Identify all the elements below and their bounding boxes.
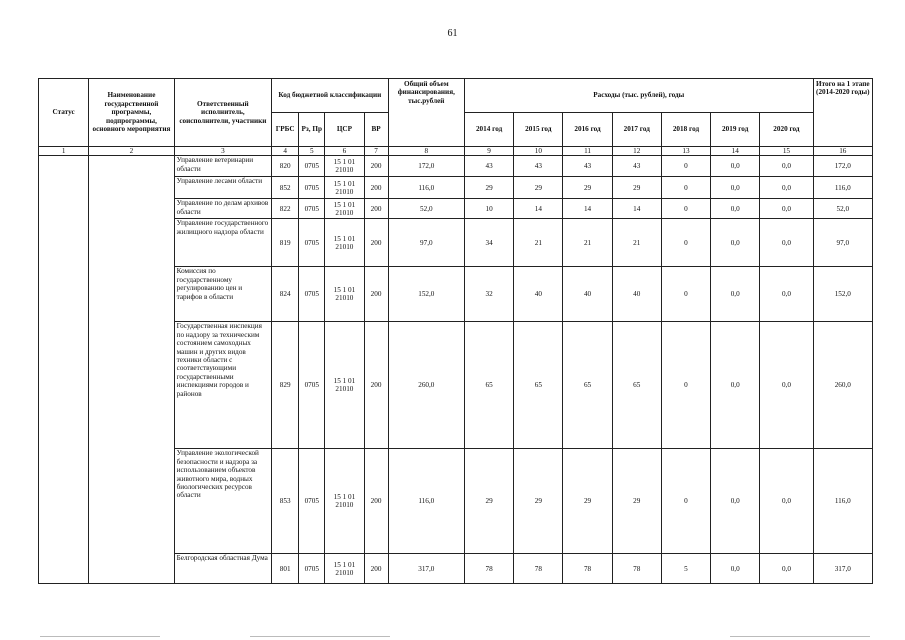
stage-total-cell: 152,0: [813, 267, 872, 322]
year-2018-cell: 0: [661, 199, 710, 219]
rzpr-cell: 0705: [299, 267, 325, 322]
header-expenses: Расходы (тыс. рублей), годы: [464, 79, 813, 113]
year-2016-cell: 29: [563, 449, 612, 554]
year-2018-cell: 0: [661, 177, 710, 199]
year-2018-cell: 0: [661, 322, 710, 449]
column-number: 13: [661, 147, 710, 156]
year-2020-cell: 0,0: [760, 322, 813, 449]
year-2018-cell: 5: [661, 554, 710, 584]
participant-cell: Управление государственного жилищного надзора области: [174, 219, 271, 267]
vr-cell: 200: [364, 449, 388, 554]
year-2014-cell: 34: [464, 219, 513, 267]
column-number: 14: [711, 147, 760, 156]
page-number: 61: [447, 28, 458, 39]
bottom-rule-left: [40, 636, 160, 637]
year-2020-cell: 0,0: [760, 156, 813, 177]
grbs-cell: 822: [272, 199, 299, 219]
vr-cell: 200: [364, 267, 388, 322]
year-2018-cell: 0: [661, 267, 710, 322]
year-2016-cell: 29: [563, 177, 612, 199]
column-number: 9: [464, 147, 513, 156]
stage-total-cell: 116,0: [813, 177, 872, 199]
grbs-cell: 820: [272, 156, 299, 177]
year-2017-cell: 29: [612, 449, 661, 554]
header-budget-code: Код бюджетной классификации: [272, 79, 389, 113]
total-financing-cell: 152,0: [388, 267, 464, 322]
total-financing-cell: 116,0: [388, 177, 464, 199]
csr-cell: 15 1 01 21010: [325, 219, 364, 267]
column-number: 1: [39, 147, 89, 156]
header-year-2018: 2018 год: [661, 113, 710, 147]
year-2017-cell: 14: [612, 199, 661, 219]
rzpr-cell: 0705: [299, 177, 325, 199]
year-2019-cell: 0,0: [711, 219, 760, 267]
participant-cell: Государственная инспекция по надзору за техническим состоянием самоходных машин и других видов техники области с соответствующими государственными инспекциями городов и районов: [174, 322, 271, 449]
rzpr-cell: 0705: [299, 156, 325, 177]
vr-cell: 200: [364, 177, 388, 199]
csr-cell: 15 1 01 21010: [325, 449, 364, 554]
year-2016-cell: 43: [563, 156, 612, 177]
header-year-2016: 2016 год: [563, 113, 612, 147]
header-year-2014: 2014 год: [464, 113, 513, 147]
year-2017-cell: 29: [612, 177, 661, 199]
year-2017-cell: 40: [612, 267, 661, 322]
grbs-cell: 824: [272, 267, 299, 322]
vr-cell: 200: [364, 322, 388, 449]
year-2014-cell: 10: [464, 199, 513, 219]
total-financing-cell: 52,0: [388, 199, 464, 219]
year-2019-cell: 0,0: [711, 267, 760, 322]
participant-cell: Комиссия по государственному регулированию цен и тарифов в области: [174, 267, 271, 322]
year-2016-cell: 21: [563, 219, 612, 267]
year-2017-cell: 21: [612, 219, 661, 267]
bottom-rule-right: [730, 636, 870, 637]
total-financing-cell: 260,0: [388, 322, 464, 449]
year-2020-cell: 0,0: [760, 219, 813, 267]
year-2019-cell: 0,0: [711, 554, 760, 584]
rzpr-cell: 0705: [299, 554, 325, 584]
stage-total-cell: 260,0: [813, 322, 872, 449]
year-2017-cell: 43: [612, 156, 661, 177]
year-2016-cell: 14: [563, 199, 612, 219]
grbs-cell: 852: [272, 177, 299, 199]
vr-cell: 200: [364, 554, 388, 584]
grbs-cell: 829: [272, 322, 299, 449]
status-cell: [39, 156, 89, 584]
header-year-2020: 2020 год: [760, 113, 813, 147]
year-2020-cell: 0,0: [760, 199, 813, 219]
csr-cell: 15 1 01 21010: [325, 199, 364, 219]
year-2018-cell: 0: [661, 156, 710, 177]
year-2019-cell: 0,0: [711, 322, 760, 449]
year-2015-cell: 78: [514, 554, 563, 584]
stage-total-cell: 97,0: [813, 219, 872, 267]
grbs-cell: 853: [272, 449, 299, 554]
column-number: 15: [760, 147, 813, 156]
header-csr: ЦСР: [325, 113, 364, 147]
year-2016-cell: 65: [563, 322, 612, 449]
header-responsible: Ответственный исполнитель, соисполнители, участники: [174, 79, 271, 147]
header-rzpr: Рз, Пр: [299, 113, 325, 147]
column-number: 2: [89, 147, 174, 156]
participant-cell: Управление ветеринарии области: [174, 156, 271, 177]
column-number: 7: [364, 147, 388, 156]
vr-cell: 200: [364, 219, 388, 267]
year-2015-cell: 14: [514, 199, 563, 219]
year-2019-cell: 0,0: [711, 177, 760, 199]
year-2020-cell: 0,0: [760, 177, 813, 199]
participant-cell: Управление экологической безопасности и надзора за использованием объектов животного мира, водных биологических ресурсов области: [174, 449, 271, 554]
year-2014-cell: 43: [464, 156, 513, 177]
column-number: 3: [174, 147, 271, 156]
header-year-2019: 2019 год: [711, 113, 760, 147]
rzpr-cell: 0705: [299, 199, 325, 219]
rzpr-cell: 0705: [299, 219, 325, 267]
total-financing-cell: 97,0: [388, 219, 464, 267]
year-2020-cell: 0,0: [760, 554, 813, 584]
column-number: 11: [563, 147, 612, 156]
rzpr-cell: 0705: [299, 322, 325, 449]
participant-cell: Белгородская областная Дума: [174, 554, 271, 584]
year-2014-cell: 78: [464, 554, 513, 584]
year-2014-cell: 29: [464, 177, 513, 199]
budget-table: [38, 78, 873, 584]
column-number: 4: [272, 147, 299, 156]
program-name-cell: [89, 156, 174, 584]
column-number: 16: [813, 147, 872, 156]
csr-cell: 15 1 01 21010: [325, 156, 364, 177]
year-2015-cell: 40: [514, 267, 563, 322]
year-2016-cell: 40: [563, 267, 612, 322]
year-2017-cell: 65: [612, 322, 661, 449]
stage-total-cell: 172,0: [813, 156, 872, 177]
year-2019-cell: 0,0: [711, 449, 760, 554]
year-2014-cell: 29: [464, 449, 513, 554]
header-year-2017: 2017 год: [612, 113, 661, 147]
column-number: 6: [325, 147, 364, 156]
stage-total-cell: 317,0: [813, 554, 872, 584]
stage-total-cell: 116,0: [813, 449, 872, 554]
year-2020-cell: 0,0: [760, 449, 813, 554]
column-number-row: [39, 147, 873, 156]
header-status: Статус: [39, 79, 89, 147]
header-name: Наименование государственной программы, подпрограммы, основного мероприятия: [89, 79, 174, 147]
csr-cell: 15 1 01 21010: [325, 267, 364, 322]
csr-cell: 15 1 01 21010: [325, 322, 364, 449]
header-grbs: ГРБС: [272, 113, 299, 147]
header-vr: ВР: [364, 113, 388, 147]
year-2020-cell: 0,0: [760, 267, 813, 322]
bottom-rule-center: [250, 636, 390, 637]
table-row: [39, 156, 873, 177]
participant-cell: Управление лесами области: [174, 177, 271, 199]
header-year-2015: 2015 год: [514, 113, 563, 147]
year-2017-cell: 78: [612, 554, 661, 584]
year-2018-cell: 0: [661, 449, 710, 554]
year-2014-cell: 65: [464, 322, 513, 449]
stage-total-cell: 52,0: [813, 199, 872, 219]
year-2018-cell: 0: [661, 219, 710, 267]
csr-cell: 15 1 01 21010: [325, 177, 364, 199]
year-2019-cell: 0,0: [711, 199, 760, 219]
total-financing-cell: 116,0: [388, 449, 464, 554]
participant-cell: Управление по делам архивов области: [174, 199, 271, 219]
grbs-cell: 801: [272, 554, 299, 584]
year-2016-cell: 78: [563, 554, 612, 584]
header-total-financing: Общий объем финансирования, тыс.рублей: [388, 79, 464, 147]
total-financing-cell: 172,0: [388, 156, 464, 177]
year-2015-cell: 29: [514, 177, 563, 199]
year-2019-cell: 0,0: [711, 156, 760, 177]
csr-cell: 15 1 01 21010: [325, 554, 364, 584]
year-2015-cell: 43: [514, 156, 563, 177]
year-2015-cell: 65: [514, 322, 563, 449]
year-2015-cell: 29: [514, 449, 563, 554]
column-number: 5: [299, 147, 325, 156]
vr-cell: 200: [364, 156, 388, 177]
total-financing-cell: 317,0: [388, 554, 464, 584]
vr-cell: 200: [364, 199, 388, 219]
column-number: 10: [514, 147, 563, 156]
column-number: 8: [388, 147, 464, 156]
rzpr-cell: 0705: [299, 449, 325, 554]
grbs-cell: 819: [272, 219, 299, 267]
year-2015-cell: 21: [514, 219, 563, 267]
year-2014-cell: 32: [464, 267, 513, 322]
column-number: 12: [612, 147, 661, 156]
header-stage-total: Итого на 1 этапе (2014-2020 годы): [813, 79, 872, 147]
